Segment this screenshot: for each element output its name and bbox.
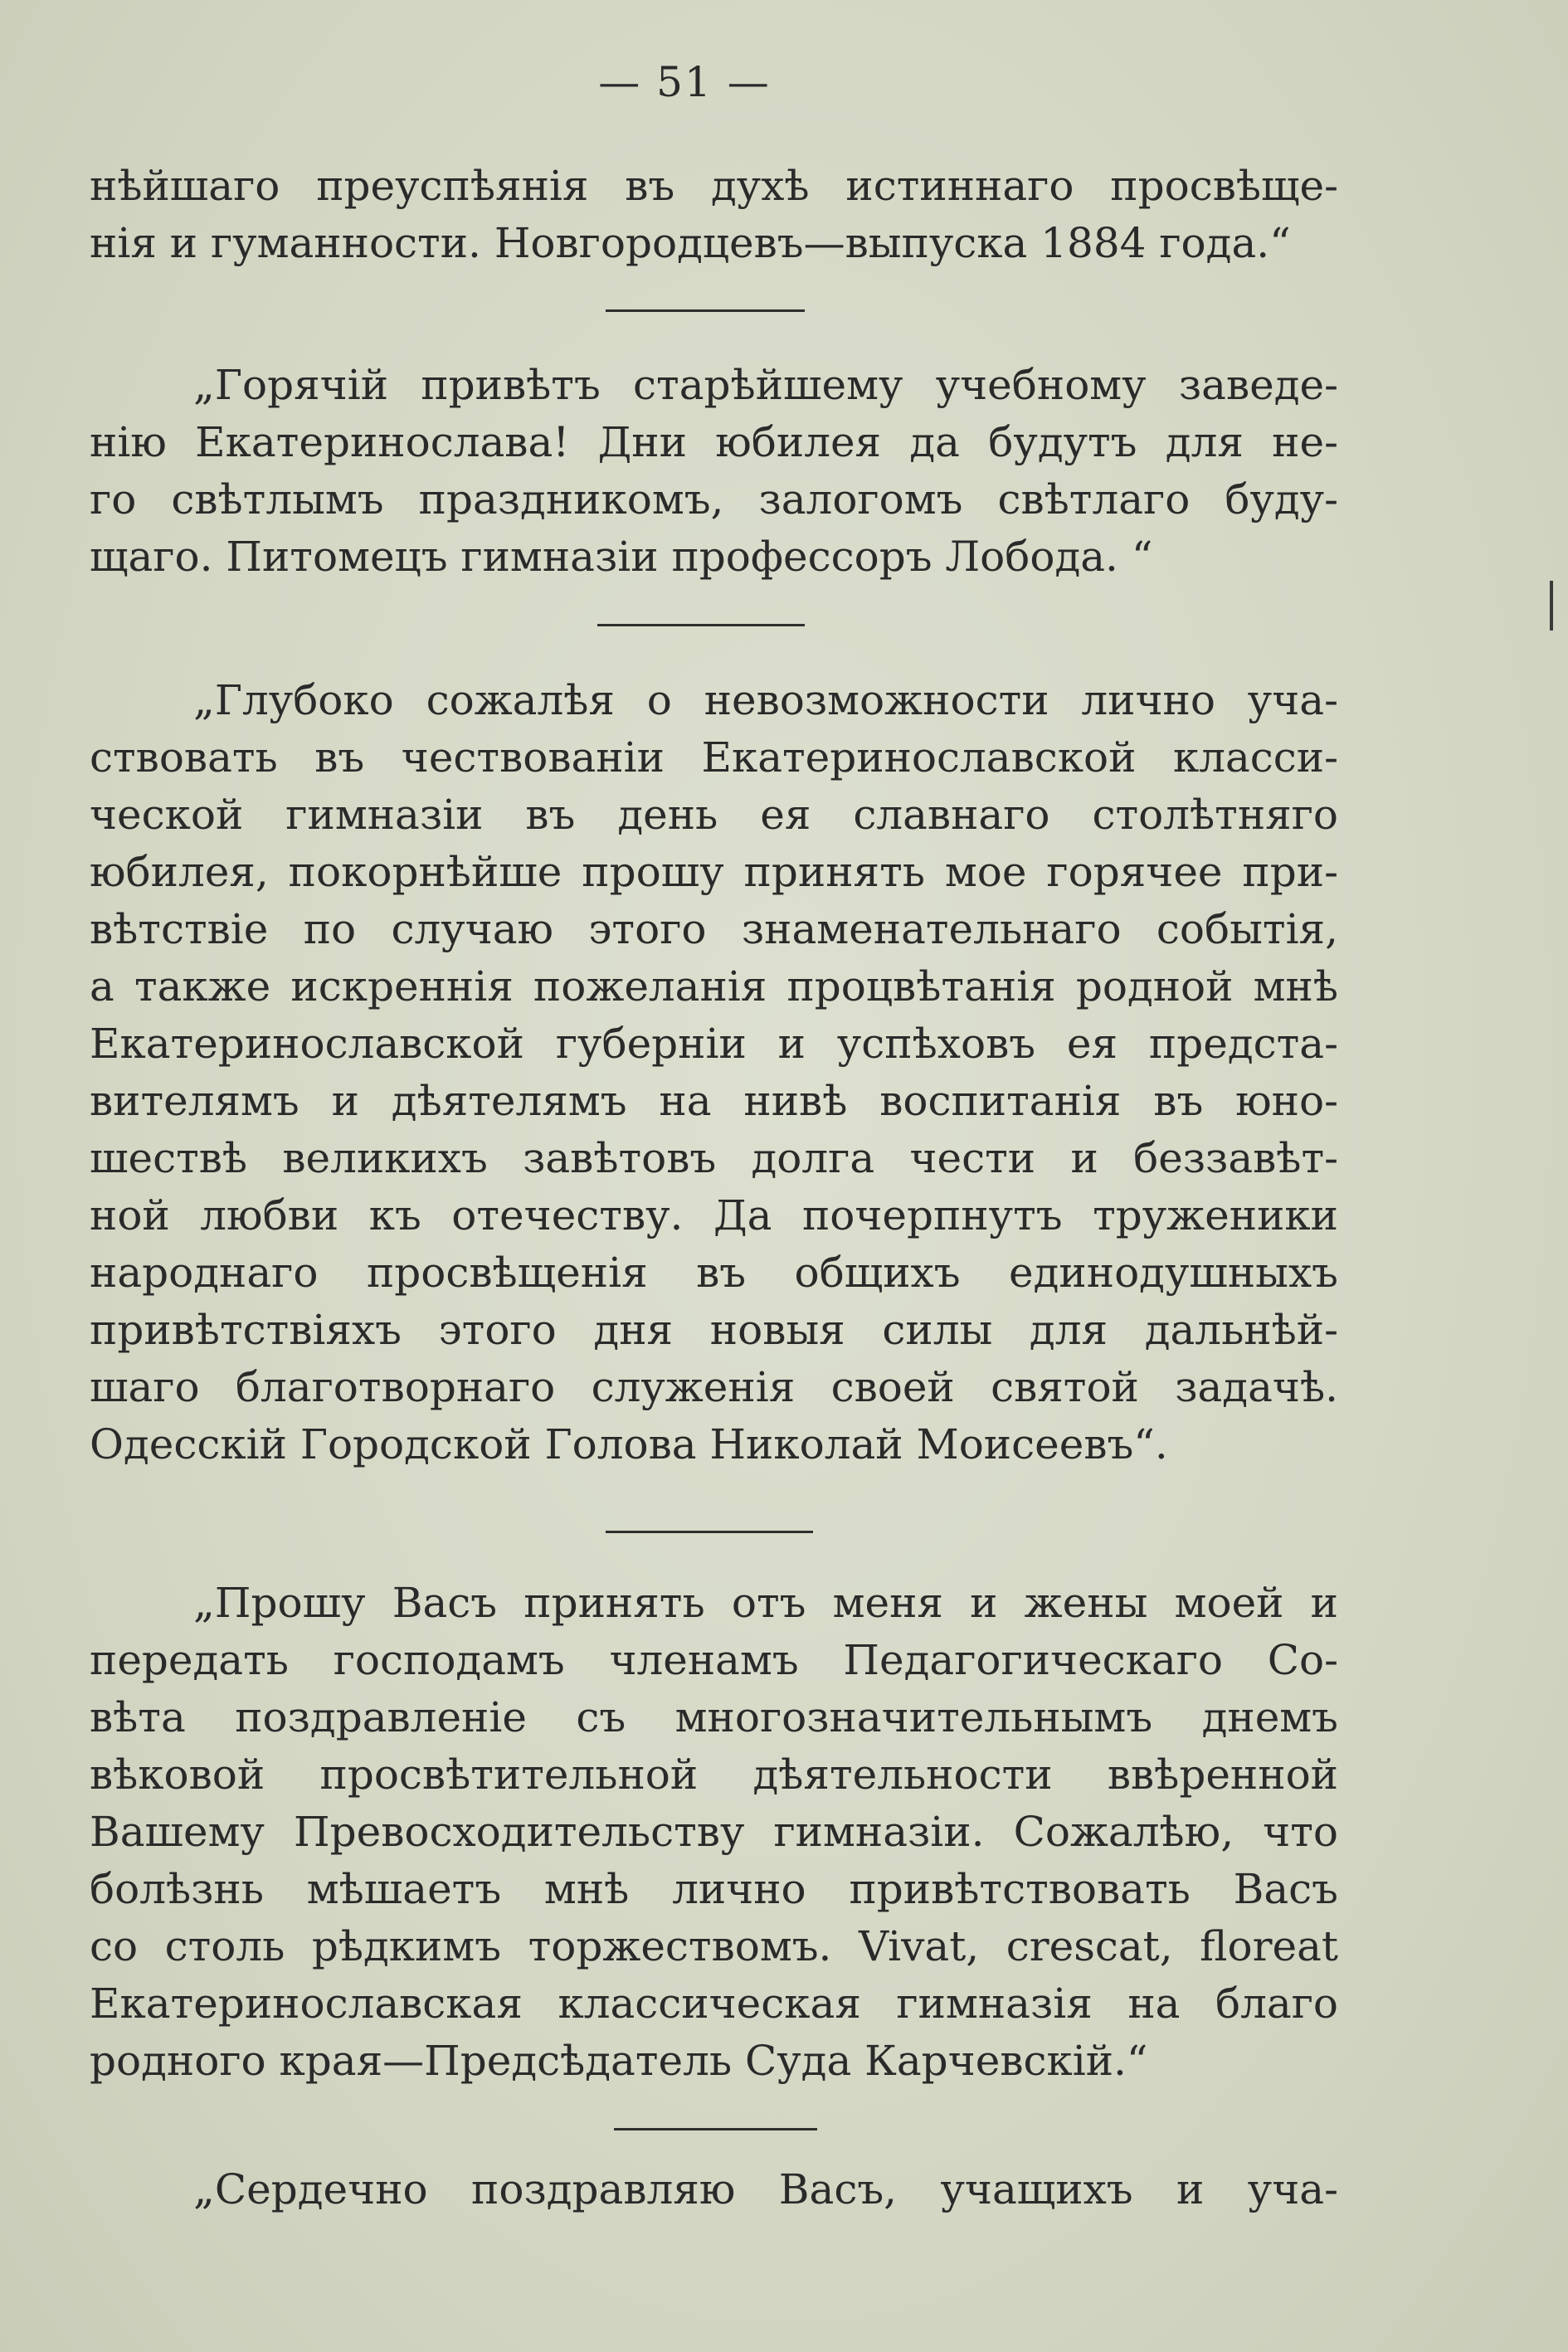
text-line: нѣйшаго преуспѣянія въ духѣ истиннаго просвѣще- [90,162,1338,210]
text-line: ной любви къ отечеству. Да почерпнутъ труженики [90,1191,1338,1239]
text-line: вителямъ и дѣятелямъ на нивѣ воспитанія въ юно- [90,1077,1338,1125]
text-line: щаго. Питомецъ гимназіи профессоръ Лобода. “ [90,533,1153,581]
text-line: ческой гимназіи въ день ея славнаго столѣтняго [90,791,1338,839]
section-divider [606,309,805,312]
text-line: нія и гуманности. Новгородцевъ—выпуска 1884 года.“ [90,219,1291,267]
text-line: а также искреннія пожеланія процвѣтанія родной мнѣ [90,962,1338,1010]
text-line: шествѣ великихъ завѣтовъ долга чести и беззавѣт- [90,1134,1338,1182]
page-edge-mark [1550,581,1553,631]
text-line: го свѣтлымъ праздникомъ, залогомъ свѣтлаго буду- [90,475,1338,523]
paragraph-karchevsky [90,1575,1338,2090]
text-line: юбилея, покорнѣйше прошу принять мое горячее при- [90,848,1338,896]
section-divider [597,624,805,626]
text-line: „Прошу Васъ принять отъ меня и жены моей и [193,1579,1338,1627]
text-line: передать господамъ членамъ Педагогическаго Со- [90,1636,1338,1684]
text-line: народнаго просвѣщенія въ общихъ единодушныхъ [90,1249,1338,1297]
text-line: „Сердечно поздравляю Васъ, учащихъ и уча- [193,2165,1338,2213]
text-line: Екатеринославская классическая гимназія на благо [90,1979,1338,2028]
text-line: привѣтствіяхъ этого дня новыя силы для дальнѣй- [90,1306,1338,1354]
text-line: Вашему Превосходительству гимназіи. Сожалѣю, что [90,1808,1338,1856]
text-line: вѣтствіе по случаю этого знаменательнаго событія, [90,905,1338,953]
text-line: „Глубоко сожалѣя о невозможности лично уча- [193,676,1338,724]
text-line: Одесскій Городской Голова Николай Моисеевъ“. [90,1420,1168,1468]
section-divider [606,1531,813,1533]
paragraph-loboda [90,357,1338,586]
text-line: „Горячій привѣтъ старѣйшему учебному заведе- [193,361,1338,409]
text-line: нію Екатеринослава! Дни юбилея да будутъ для не- [90,418,1338,466]
text-line: болѣзнь мѣшаетъ мнѣ лично привѣтствовать Васъ [90,1865,1338,1913]
text-line: ствовать въ чествованіи Екатеринославской класси- [90,733,1338,782]
paragraph-greeting [90,2161,1338,2218]
text-line: шаго благотворнаго служенія своей святой задачѣ. [90,1363,1338,1411]
paragraph-novgorodtsev [90,158,1338,272]
section-divider [614,2128,817,2130]
text-line: вѣта поздравленіе съ многозначительнымъ днемъ [90,1693,1338,1741]
text-line: со столь рѣдкимъ торжествомъ. Vivat, crescat, floreat [90,1922,1338,1970]
text-line: вѣковой просвѣтительной дѣятельности ввѣренной [90,1751,1338,1799]
text-line: родного края—Предсѣдатель Суда Карчевскій.“ [90,2037,1148,2085]
page-number: — 51 — [598,58,771,106]
text-line: Екатеринославской губерніи и успѣховъ ея предста- [90,1020,1338,1068]
paragraph-moiseev [90,672,1338,1473]
